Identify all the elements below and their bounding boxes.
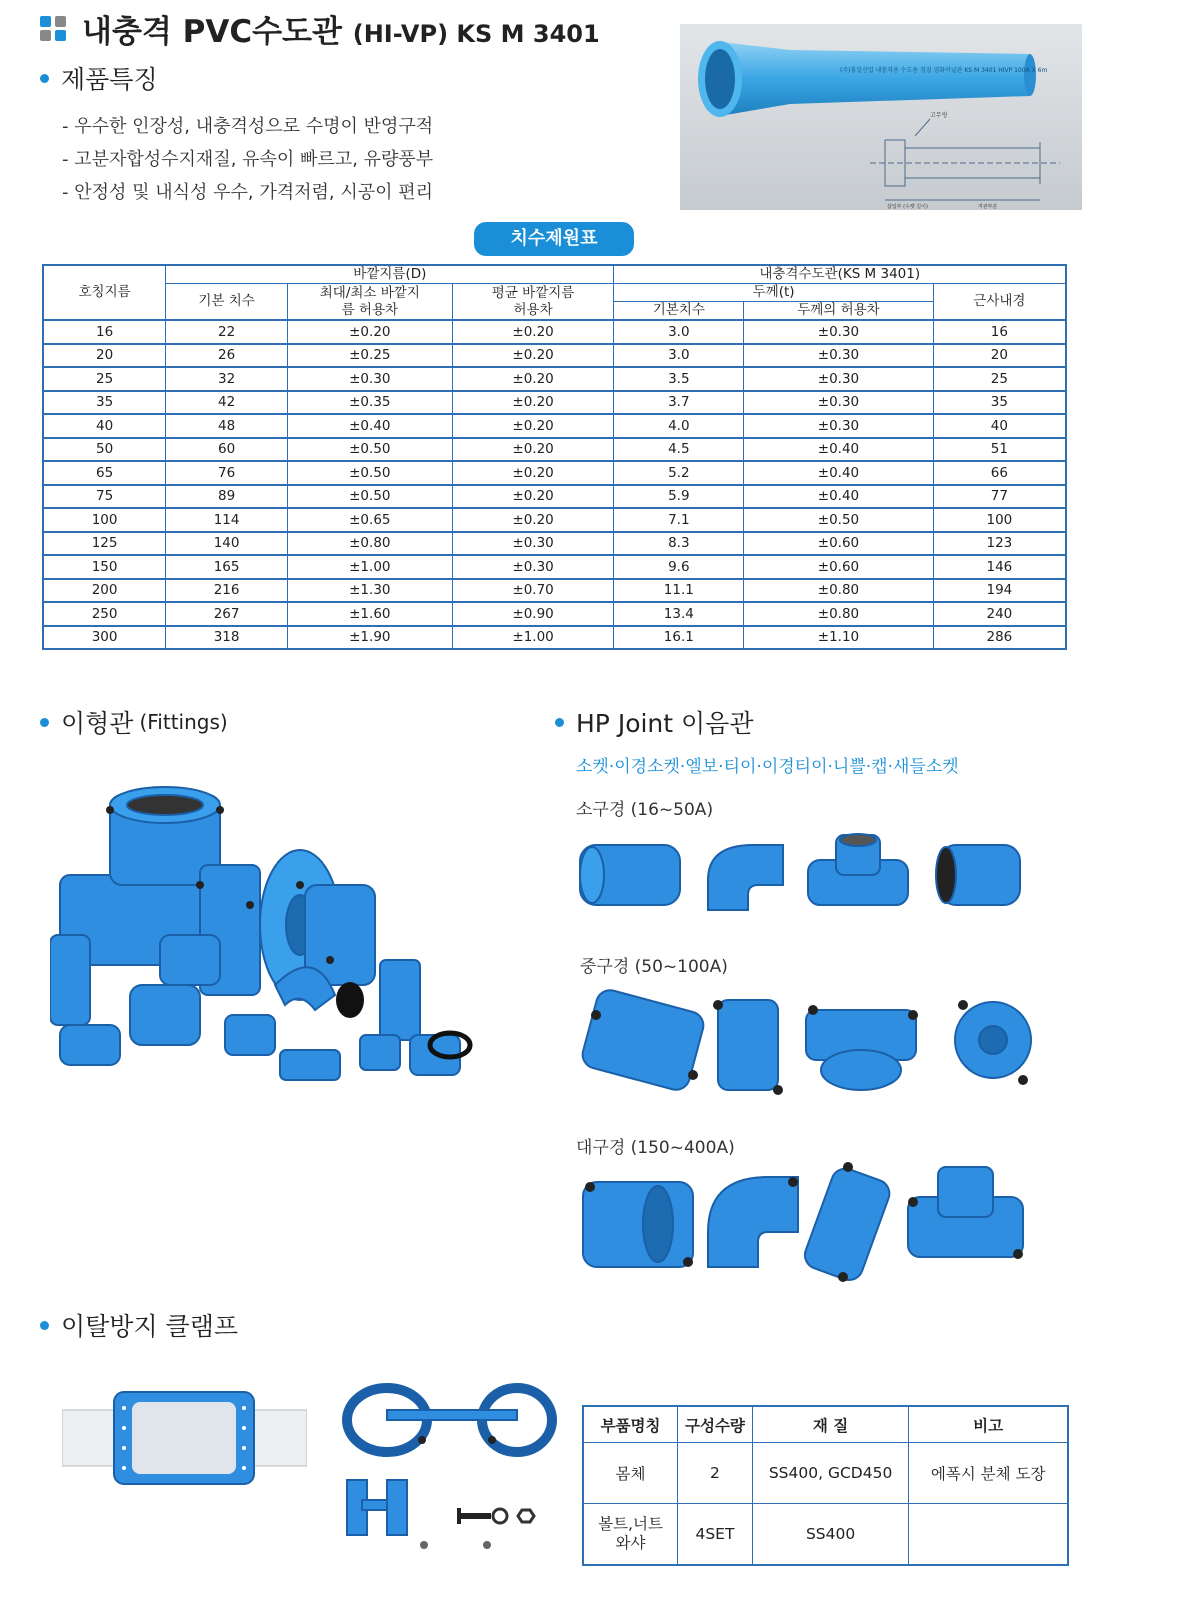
col-base-size: 기본 치수 bbox=[166, 284, 288, 321]
table-cell: 200 bbox=[43, 579, 166, 603]
table-cell: 216 bbox=[166, 579, 288, 603]
table-cell: ±0.65 bbox=[287, 508, 452, 532]
table-cell: 25 bbox=[43, 367, 166, 391]
fittings-heading: 이형관 (Fittings) bbox=[40, 704, 228, 740]
hp-joint-heading: HP Joint 이음관 bbox=[555, 704, 753, 740]
col-remarks: 비고 bbox=[909, 1406, 1068, 1443]
table-cell: ±1.00 bbox=[287, 555, 452, 579]
spec-table bbox=[42, 264, 1067, 650]
table-cell: ±0.60 bbox=[744, 555, 934, 579]
pipe-print-text: (주)홍일산업 내충격용 수도용 경질 염화비닐관 KS M 3401 HIVP 100A X 6m bbox=[840, 67, 1048, 74]
medium-bore-label: 중구경 (50~100A) bbox=[580, 957, 728, 977]
table-cell: ±0.20 bbox=[452, 344, 614, 368]
table-cell: 60 bbox=[166, 438, 288, 462]
col-base-thickness: 기본치수 bbox=[614, 302, 744, 321]
table-cell: 165 bbox=[166, 555, 288, 579]
bullet-icon bbox=[40, 718, 49, 727]
cell bbox=[909, 1504, 1068, 1566]
table-cell: 5.9 bbox=[614, 485, 744, 509]
table-cell: 194 bbox=[933, 579, 1066, 603]
cell: SS400 bbox=[752, 1504, 908, 1566]
table-cell: 286 bbox=[933, 626, 1066, 650]
table-cell: 4.0 bbox=[614, 414, 744, 438]
gasket-label: 고무링 bbox=[930, 112, 948, 119]
cell: 4SET bbox=[678, 1504, 753, 1566]
table-cell: ±0.20 bbox=[287, 320, 452, 344]
table-cell: 3.0 bbox=[614, 320, 744, 344]
table-cell: 35 bbox=[933, 391, 1066, 415]
table-cell: 123 bbox=[933, 532, 1066, 556]
col-thickness-tol: 두께의 허용차 bbox=[744, 302, 934, 321]
feature-item: - 고분자합성수지재질, 유속이 빠르고, 유량풍부 bbox=[62, 143, 433, 176]
col-material: 재 질 bbox=[752, 1406, 908, 1443]
grid-icon bbox=[40, 16, 66, 42]
straight-label: 직관부분 bbox=[978, 204, 998, 210]
cell: 볼트,너트 와샤 bbox=[583, 1504, 678, 1566]
feature-item: - 우수한 인장성, 내충격성으로 수명이 반영구적 bbox=[62, 110, 433, 143]
medium-bore-fittings bbox=[578, 985, 1038, 1100]
table-cell: 3.7 bbox=[614, 391, 744, 415]
small-bore-label: 소구경 (16~50A) bbox=[576, 800, 714, 820]
table-row bbox=[43, 438, 1066, 462]
fittings-photo bbox=[50, 785, 488, 1090]
table-cell: 114 bbox=[166, 508, 288, 532]
clamp-installed-photo bbox=[62, 1388, 307, 1488]
table-cell: ±0.30 bbox=[744, 414, 934, 438]
table-cell: ±1.30 bbox=[287, 579, 452, 603]
cell: 몸체 bbox=[583, 1443, 678, 1504]
table-cell: 7.1 bbox=[614, 508, 744, 532]
table-cell: 66 bbox=[933, 461, 1066, 485]
table-cell: 100 bbox=[43, 508, 166, 532]
table-cell: ±0.50 bbox=[744, 508, 934, 532]
col-ksm-group: 내충격수도관(KS M 3401) bbox=[614, 265, 1066, 284]
table-cell: ±0.40 bbox=[744, 438, 934, 462]
hp-joint-types: 소켓·이경소켓·엘보·티이·이경티이·니쁠·캡·새들소켓 bbox=[576, 757, 959, 777]
table-row bbox=[43, 414, 1066, 438]
table-cell: 13.4 bbox=[614, 602, 744, 626]
page-header bbox=[40, 6, 600, 51]
table-row bbox=[43, 485, 1066, 509]
table-cell: ±0.20 bbox=[452, 414, 614, 438]
table-row bbox=[43, 367, 1066, 391]
cell: 에폭시 분체 도장 bbox=[909, 1443, 1068, 1504]
table-cell: ±0.30 bbox=[744, 344, 934, 368]
table-row bbox=[583, 1504, 1068, 1566]
table-row bbox=[583, 1443, 1068, 1504]
table-cell: 100 bbox=[933, 508, 1066, 532]
table-cell: 50 bbox=[43, 438, 166, 462]
cell: 2 bbox=[678, 1443, 753, 1504]
table-cell: 125 bbox=[43, 532, 166, 556]
table-cell: 20 bbox=[43, 344, 166, 368]
table-cell: ±0.50 bbox=[287, 438, 452, 462]
table-cell: 42 bbox=[166, 391, 288, 415]
table-row bbox=[43, 508, 1066, 532]
table-cell: ±1.60 bbox=[287, 602, 452, 626]
table-cell: ±0.30 bbox=[452, 555, 614, 579]
clamp-parts-photo bbox=[342, 1380, 562, 1550]
table-cell: 5.2 bbox=[614, 461, 744, 485]
table-cell: 3.5 bbox=[614, 367, 744, 391]
page-title: 내충격 PVC수도관 (HI-VP) KS M 3401 bbox=[82, 14, 600, 50]
col-quantity: 구성수량 bbox=[678, 1406, 753, 1443]
small-bore-fittings bbox=[578, 825, 1038, 925]
large-bore-label: 대구경 (150~400A) bbox=[576, 1138, 735, 1158]
table-cell: ±0.40 bbox=[744, 485, 934, 509]
table-row bbox=[43, 344, 1066, 368]
table-cell: ±0.80 bbox=[744, 602, 934, 626]
table-cell: ±0.60 bbox=[744, 532, 934, 556]
table-cell: 16.1 bbox=[614, 626, 744, 650]
table-cell: 240 bbox=[933, 602, 1066, 626]
table-cell: 48 bbox=[166, 414, 288, 438]
table-row bbox=[43, 461, 1066, 485]
col-approx-id: 근사내경 bbox=[933, 284, 1066, 321]
table-cell: 267 bbox=[166, 602, 288, 626]
large-bore-fittings bbox=[578, 1162, 1038, 1282]
table-cell: 16 bbox=[933, 320, 1066, 344]
table-cell: ±0.70 bbox=[452, 579, 614, 603]
table-row bbox=[43, 626, 1066, 650]
table-cell: ±0.20 bbox=[452, 461, 614, 485]
col-avg: 평균 바깥지름 허용차 bbox=[452, 284, 614, 321]
feature-item: - 안정성 및 내식성 우수, 가격저렴, 시공이 편리 bbox=[62, 176, 433, 209]
col-thickness-group: 두께(t) bbox=[614, 284, 933, 302]
table-cell: 40 bbox=[933, 414, 1066, 438]
clamp-parts-table bbox=[582, 1405, 1069, 1566]
table-cell: 300 bbox=[43, 626, 166, 650]
table-cell: 32 bbox=[166, 367, 288, 391]
table-cell: ±0.80 bbox=[744, 579, 934, 603]
col-part-name: 부품명칭 bbox=[583, 1406, 678, 1443]
table-cell: ±0.20 bbox=[452, 320, 614, 344]
table-cell: ±0.25 bbox=[287, 344, 452, 368]
table-cell: 11.1 bbox=[614, 579, 744, 603]
col-outer-group: 바깥지름(D) bbox=[166, 265, 614, 284]
table-row bbox=[43, 391, 1066, 415]
table-cell: 40 bbox=[43, 414, 166, 438]
table-cell: 65 bbox=[43, 461, 166, 485]
table-cell: ±0.80 bbox=[287, 532, 452, 556]
table-cell: 35 bbox=[43, 391, 166, 415]
table-cell: ±0.50 bbox=[287, 461, 452, 485]
table-cell: ±0.30 bbox=[452, 532, 614, 556]
table-cell: 146 bbox=[933, 555, 1066, 579]
table-cell: ±0.40 bbox=[287, 414, 452, 438]
socket-label: 삽입부 (수켓 길이) bbox=[887, 204, 928, 210]
table-cell: ±0.90 bbox=[452, 602, 614, 626]
table-cell: 140 bbox=[166, 532, 288, 556]
table-cell: ±0.20 bbox=[452, 391, 614, 415]
table-cell: ±0.35 bbox=[287, 391, 452, 415]
table-cell: 25 bbox=[933, 367, 1066, 391]
table-cell: ±0.20 bbox=[452, 508, 614, 532]
table-cell: ±0.30 bbox=[744, 391, 934, 415]
table-cell: ±0.30 bbox=[287, 367, 452, 391]
spec-table-pill: 치수제원표 bbox=[474, 222, 634, 256]
table-cell: 22 bbox=[166, 320, 288, 344]
table-cell: 318 bbox=[166, 626, 288, 650]
table-cell: 250 bbox=[43, 602, 166, 626]
table-cell: 89 bbox=[166, 485, 288, 509]
table-cell: 8.3 bbox=[614, 532, 744, 556]
cell: SS400, GCD450 bbox=[752, 1443, 908, 1504]
table-cell: ±0.20 bbox=[452, 485, 614, 509]
table-cell: ±0.20 bbox=[452, 438, 614, 462]
table-cell: ±0.40 bbox=[744, 461, 934, 485]
bullet-icon bbox=[40, 74, 49, 83]
table-cell: 9.6 bbox=[614, 555, 744, 579]
table-cell: ±0.20 bbox=[452, 367, 614, 391]
table-cell: ±0.30 bbox=[744, 320, 934, 344]
table-cell: 20 bbox=[933, 344, 1066, 368]
table-cell: 150 bbox=[43, 555, 166, 579]
col-max-min: 최대/최소 바깥지름 허용차 bbox=[287, 284, 452, 321]
table-row bbox=[43, 320, 1066, 344]
table-cell: ±0.50 bbox=[287, 485, 452, 509]
table-row bbox=[43, 532, 1066, 556]
table-cell: ±0.30 bbox=[744, 367, 934, 391]
table-row bbox=[43, 602, 1066, 626]
features-list bbox=[62, 110, 433, 209]
bullet-icon bbox=[40, 1321, 49, 1330]
table-cell: 75 bbox=[43, 485, 166, 509]
features-heading: 제품특징 bbox=[40, 60, 158, 96]
table-row bbox=[43, 555, 1066, 579]
clamp-heading: 이탈방지 클램프 bbox=[40, 1307, 238, 1343]
table-cell: 4.5 bbox=[614, 438, 744, 462]
table-cell: 77 bbox=[933, 485, 1066, 509]
col-nominal: 호칭지름 bbox=[43, 265, 166, 320]
pipe-photo bbox=[680, 24, 1082, 210]
table-cell: ±1.00 bbox=[452, 626, 614, 650]
table-cell: 76 bbox=[166, 461, 288, 485]
table-cell: 26 bbox=[166, 344, 288, 368]
table-cell: ±1.90 bbox=[287, 626, 452, 650]
table-cell: 3.0 bbox=[614, 344, 744, 368]
table-row bbox=[43, 579, 1066, 603]
bullet-icon bbox=[555, 718, 564, 727]
table-cell: 16 bbox=[43, 320, 166, 344]
table-cell: ±1.10 bbox=[744, 626, 934, 650]
table-cell: 51 bbox=[933, 438, 1066, 462]
